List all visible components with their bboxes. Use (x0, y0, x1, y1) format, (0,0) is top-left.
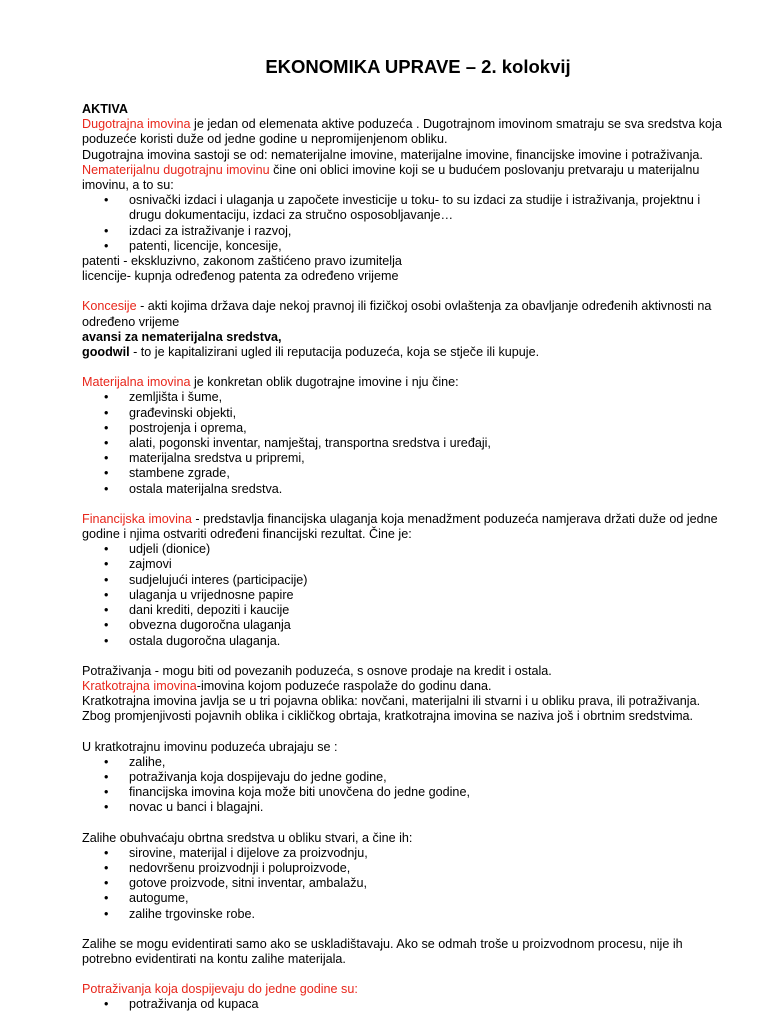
list-item: • autogume, (82, 891, 732, 906)
paragraph-dugotrajna-imovina (82, 117, 732, 147)
list-item: • zajmovi (82, 557, 732, 572)
list-item: • sudjelujući interes (participacije) (82, 573, 732, 588)
document-page (82, 56, 732, 1013)
paragraph-text: je jedan od elemenata aktive poduzeća . Dugotrajnom imovinom smatraju se sva sredstva koja poduzeće koristi duže od jedne godine u nepromijenjenom obliku. (82, 117, 722, 147)
paragraph-text: je konkretan oblik dugotrajne imovine i nju čine: (190, 375, 459, 390)
paragraph-text: -imovina kojom poduzeće raspolaže do godinu dana. (196, 678, 492, 693)
list-item: • osnivački izdaci i ulaganja u započete investicije u toku- to su izdaci za studije i istraživanja, projektnu i drugu dokumentaciju, izdaci za stručno osposobljavanje… (82, 193, 732, 223)
list-item: • nedovršenu proizvodnji i poluproizvode, (82, 861, 732, 876)
term-koncesije: Koncesije (82, 299, 137, 314)
term-nematerijalna-imovina: Nematerijalnu dugotrajnu imovinu (82, 162, 270, 177)
term-kratkotrajna-imovina: Kratkotrajna imovina (82, 678, 197, 693)
list-item: • zemljišta i šume, (82, 390, 732, 405)
list-item: • zalihe, (82, 755, 732, 770)
list-item: • ostala materijalna sredstva. (82, 482, 732, 497)
paragraph-sastav: Dugotrajna imovina sastoji se od: nematerijalne imovine, materijalne imovine, financijske imovine i potraživanja. (82, 147, 703, 162)
list-kratkotrajna (82, 755, 732, 816)
paragraph-materijalna (82, 375, 732, 390)
paragraph-financijska (82, 512, 732, 542)
list-item: • ostala dugoročna ulaganja. (82, 634, 732, 649)
list-item: • materijalna sredstva u pripremi, (82, 451, 732, 466)
list-item: • novac u banci i blagajni. (82, 800, 732, 815)
list-item: • patenti, licencije, koncesije, (82, 239, 732, 254)
list-item: • financijska imovina koja može biti unovčena do jedne godine, (82, 785, 732, 800)
list-item: • izdaci za istraživanje i razvoj, (82, 224, 732, 239)
list-nematerijalna (82, 193, 732, 254)
paragraph-koncesije (82, 299, 732, 329)
list-item: • zalihe trgovinske robe. (82, 907, 732, 922)
list-potrazivanja (82, 997, 732, 1012)
section-heading-aktiva: AKTIVA (82, 102, 128, 116)
list-item: • obvezna dugoročna ulaganja (82, 618, 732, 633)
paragraph-goodwil (82, 345, 732, 360)
paragraph-patenti: patenti - ekskluzivno, zakonom zaštićeno pravo izumitelja (82, 254, 402, 269)
term-dugotrajna-imovina: Dugotrajna imovina (82, 117, 191, 132)
list-materijalna (82, 390, 732, 496)
paragraph-zalihe-intro: Zalihe obuhvaćaju obrtna sredstva u obliku stvari, a čine ih: (82, 830, 413, 845)
paragraph-zalihe-evidencija: Zalihe se mogu evidentirati samo ako se uskladištavaju. Ako se odmah troše u proizvodnom procesu, nije ih potrebno evidentirati na kontu zalihe materijala. (82, 936, 683, 966)
paragraph-text: - to je kapitalizirani ugled ili reputacija poduzeća, koja se stječe ili kupuje. (129, 345, 540, 360)
paragraph-nematerijalna (82, 163, 732, 193)
list-zalihe (82, 846, 732, 922)
list-item: • postrojenja i oprema, (82, 421, 732, 436)
paragraph-kratkotrajna (82, 679, 732, 694)
paragraph-kratkotrajna-intro: U kratkotrajnu imovinu poduzeća ubrajaju se : (82, 739, 338, 754)
paragraph-potrazivanja-heading: Potraživanja koja dospijevaju do jedne godine su: (82, 982, 358, 997)
paragraph-text: - akti kojima država daje nekoj pravnoj ili fizičkoj osobi ovlaštenja za obavljanje određenih aktivnosti na određeno vrijeme (82, 299, 712, 329)
term-financijska-imovina: Financijska imovina (82, 511, 192, 526)
term-materijalna-imovina: Materijalna imovina (82, 375, 191, 390)
list-item: • dani krediti, depoziti i kaucije (82, 603, 732, 618)
paragraph-text: čine oni oblici imovine koji se u budućem poslovanju pretvaraju u materijalnu imovinu, a to su: (82, 162, 700, 193)
list-financijska (82, 542, 732, 648)
paragraph-licencije: licencije- kupnja određenog patenta za određeno vrijeme (82, 269, 399, 284)
paragraph-pojavni-oblici: Kratkotrajna imovina javlja se u tri pojavna oblika: novčani, materijalni ili stvarni i u obliku prava, ili potraživanja. (82, 694, 701, 709)
paragraph-obrtna-sredstva: Zbog promjenjivosti pojavnih oblika i cikličkog obrtaja, kratkotrajna imovina se naziva još i obrtnim sredstvima. (82, 709, 694, 724)
list-item: • sirovine, materijal i dijelove za proizvodnju, (82, 846, 732, 861)
list-item: • alati, pogonski inventar, namještaj, transportna sredstva i uređaji, (82, 436, 732, 451)
list-item: • stambene zgrade, (82, 466, 732, 481)
paragraph-avansi: avansi za nematerijalna sredstva, (82, 329, 282, 344)
list-item: • gotove proizvode, sitni inventar, ambalažu, (82, 876, 732, 891)
term-goodwil: goodwil (82, 345, 130, 360)
list-item: • udjeli (dionice) (82, 542, 732, 557)
list-item: • građevinski objekti, (82, 406, 732, 421)
document-title: EKONOMIKA UPRAVE – 2. kolokvij (265, 56, 571, 77)
paragraph-text: - predstavlja financijska ulaganja koja menadžment poduzeća namjerava držati duže od jedne godine i njima ostvariti određeni financijski rezultat. Čine je: (82, 511, 718, 542)
list-item: • potraživanja koja dospijevaju do jedne godine, (82, 770, 732, 785)
list-item: • ulaganja u vrijednosne papire (82, 588, 732, 603)
list-item: • potraživanja od kupaca (82, 997, 732, 1012)
paragraph-potrazivanja: Potraživanja - mogu biti od povezanih poduzeća, s osnove prodaje na kredit i ostala. (82, 663, 552, 678)
